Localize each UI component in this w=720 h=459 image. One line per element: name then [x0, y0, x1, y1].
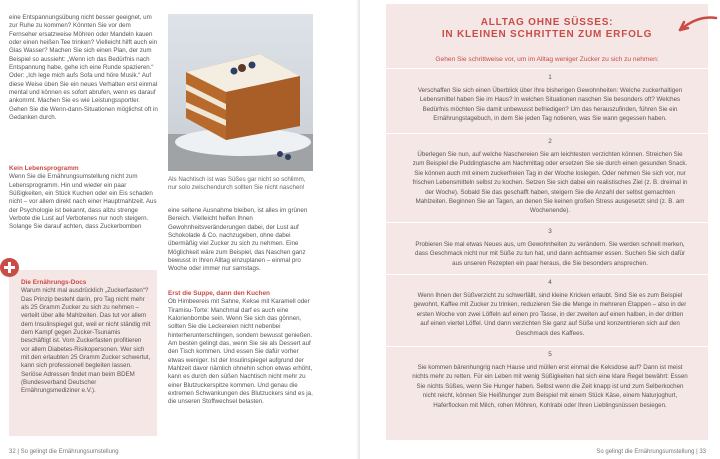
footer-left: 32 | So gelingt die Ernährungsumstellung [9, 449, 119, 455]
section1 [9, 165, 159, 232]
step-1-number: 1 [548, 74, 552, 81]
footer-right: So gelingt die Ernährungsumstellung | 33 [596, 449, 706, 455]
section2-heading: Erst die Suppe, dann den Kuchen [168, 290, 270, 297]
title-line-2: IN KLEINEN SCHRITTEN ZUM ERFOLG [441, 29, 653, 40]
col1-text: eine Entspannungsübung nicht besser geeignet, um zur Ruhe zu kommen? Könnten Sie vor dem Fernseher ersatzweise Möhren oder Mandeln kauen oder einen heißen Tee trinken? Vielleicht hilft auch ein Glas Wasser? Machen Sie sich einen Plan, der zum Beispiel so aussieht: „Wenn ich das Bedürfnis nach Entspannung habe, gehe ich eine Runde spazieren.“ Oder: „Ich lege mich aufs Sofa und höre Musik.“ Auf diese Weise üben Sie ein neues Verhalten erst einmal mental und können es sofort abrufen, wenn es darauf ankommt. Machen Sie es wie Leistungssportler. Gehen Sie die Wenn-dann-Situationen möglichst oft in Gedanken durch. [9, 14, 158, 122]
box-heading: Die Ernährungs-Docs [21, 279, 87, 286]
step-2 [412, 138, 688, 216]
section2 [168, 290, 315, 407]
step-5-text: Sie kommen bärenhungrig nach Hause und müllen erst einmal die Keksdose auf? Dann ist meist nichts mehr zu retten. Für ein Leben mit wenig Süßigkeiten hat sich eine klare Regel bewährt: Essen Sie nichts Süßes, wenn Sie Hunger haben. Selbst wenn die Zeit knapp ist und zum Selberkochen nicht reicht, können Sie Heißhunger zum Beispiel mit einem Stück Käse, einem Naturjoghurt, Haferflocken mit Milch, rohen Möhren, Kohlrabi oder Ihren Lieblingsnüssen besiegen. [412, 364, 688, 409]
cake-illustration [168, 14, 313, 171]
step-3-number: 3 [548, 228, 552, 235]
step-5 [412, 351, 688, 410]
step-5-number: 5 [548, 351, 552, 358]
step-2-number: 2 [548, 138, 552, 145]
info-box [9, 270, 157, 436]
box-text: Warum nicht mal ausdrücklich „Zuckerfasten“? Das Prinzip besteht darin, pro Tag nicht mehr als 25 Gramm Zucker zu sich zu nehmen – verteilt über alle Mahlzeiten. Das tut vor allem dem Insulinspiegel gut, weil er nicht ständig mit dem Kampf gegen Zucker-Tsunamis beschäftigt ist. Vom Zuckerfasten profitieren vor allem Diabetes-Risikopersonen. Wer sich mit den erlaubten 25 Gramm Zucker schwertut, kann sich professionell begleiten lassen. Seriöse Adressen findet man beim BDEM (Bundesverband Deutscher Ernährungsmediziner e.V.). [21, 287, 151, 395]
step-3 [412, 228, 688, 268]
tips-card [386, 4, 708, 440]
arrow-icon [676, 12, 718, 36]
plus-icon [0, 258, 19, 277]
step-4 [412, 279, 688, 338]
step-4-text: Wenn Ihnen der Süßverzicht zu schwerfällt, sind kleine Kricken erlaubt. Sind Sie es zum Beispiel gewohnt, Kaffee mit Zucker zu trinken, reduzieren Sie die Menge in mehreren Etappen – also in der ersten Woche von zwei Löffeln auf einen pro Tasse, in der zweiten auf einen halben, in der dritten auf einen viertel Löffel. Und dann verzichten Sie ganz auf Süße und konzentrieren sich auf den Geschmack des Kaffees. [413, 292, 687, 337]
cake-photo [168, 14, 313, 171]
section1-text: Wenn Sie die Ernährungsumstellung nicht zum Lebensprogramm. Hin und wieder ein paar Süßigkeiten, ein Stück Kuchen oder ein Eis schaden nicht – vor allem direkt nach einer Hauptmahlzeit. Aus der Psychologie ist bekannt, dass allzu strenge Verbote die Lust auf Verbotenes nur noch steigern. Solange Sie darauf achten, dass Zuckerbomben [9, 173, 157, 231]
step-2-text: Überlegen Sie nun, auf welche Naschereien Sie am leichtesten verzichten können. Streichen Sie zum Beispiel die Puddingtasche am Nachmittag oder ersetzen Sie sie durch einen gesunden Snack. Sie können auch mit einem zuckerfreien Tag in der Woche loslegen. Oder nehmen Sie sich vor, nur frischen Lebensmitteln selbst zu kochen. Setzen Sie sich dabei ein realistisches Ziel (z. B. dreimal in der Woche). Sobald Sie das geschafft haben, steigern Sie die Anzahl der selbst gemachten Mahlzeiten. Beginnen Sie an Tagen, an denen Sie keinen großen Stress ausgesetzt sind (z. B. am Wochenende). [412, 151, 688, 215]
col2-text: eine seltene Ausnahme bleiben, ist alles im grünen Bereich. Vielleicht helfen Ihnen Gewohnheitsveränderungen dabei, der Lust auf Schokolade & Co. nachzugeben, ohne dabei übermäßig viel Zucker zu sich zu nehmen. Eine Möglichkeit wäre zum Beispiel, das Naschen ganz bewusst in Ihren Alltag einzuplanen – einmal pro Woche oder immer nur samstags. [168, 207, 308, 273]
card-intro: Gehen Sie schrittweise vor, um im Alltag weniger Zucker zu sich zu nehmen: [435, 56, 659, 63]
photo-caption: Als Nachtisch ist was Süßes gar nicht so schlimm, nur solo zwischendurch sollten Sie nicht naschen! [168, 176, 306, 192]
step-3-text: Probieren Sie mal etwas Neues aus, um Gewohnheiten zu verändern. Sie werden schnell merken, dass Geschmack nicht nur mit Süße zu tun hat, und dann achtsamer essen. Suchen Sie sich dafür aus unseren Rezepten ein paar heraus, die Sie besonders ansprechen. [415, 241, 685, 267]
right-page [360, 0, 720, 459]
card-title [386, 17, 708, 41]
section2-text: Ob Himbeereis mit Sahne, Kekse mit Karamell oder Tiramisu-Torte: Manchmal darf es auch eine Kalorienbombe sein. Wenn Sie sich das gönnen, sollten Sie die Leckereien nicht nebenbei hinterherunterschlingen, sondern bewusst genießen. Am besten gelingt das, wenn Sie sie als Dessert auf den Tisch kommen. Und essen Sie dafür vorher etwas weniger. Ist der Insulinspiegel aufgrund der Mahlzeit davor nämlich ohnehin schon etwas erhöht, kann es durch den süßen Nachtisch nicht mehr zu einer Blutzuckerspitze kommen. Und genau die extremen Schwankungen des Blutzuckers sind es ja, die unseren Stoffwechsel belasten. [168, 298, 313, 406]
step-1 [412, 74, 688, 124]
step-1-text: Verschaffen Sie sich einen Überblick über Ihre bisherigen Gewohnheiten: Welche zuckerhaltigen Lebensmittel haben Sie im Haus? In welchen Situationen naschen Sie besonders oft? Welches Bedürfnis möchten Sie damit unbewusst befriedigen? Um das herauszufinden, führen Sie ein Ernährungstagebuch, in dem Sie jeden Tag notieren, was Sie wann gegessen haben. [417, 87, 683, 123]
section1-heading: Kein Lebensprogramm [9, 165, 79, 172]
step-4-number: 4 [548, 279, 552, 286]
title-line-1: ALLTAG OHNE SÜSSES: [480, 17, 614, 28]
